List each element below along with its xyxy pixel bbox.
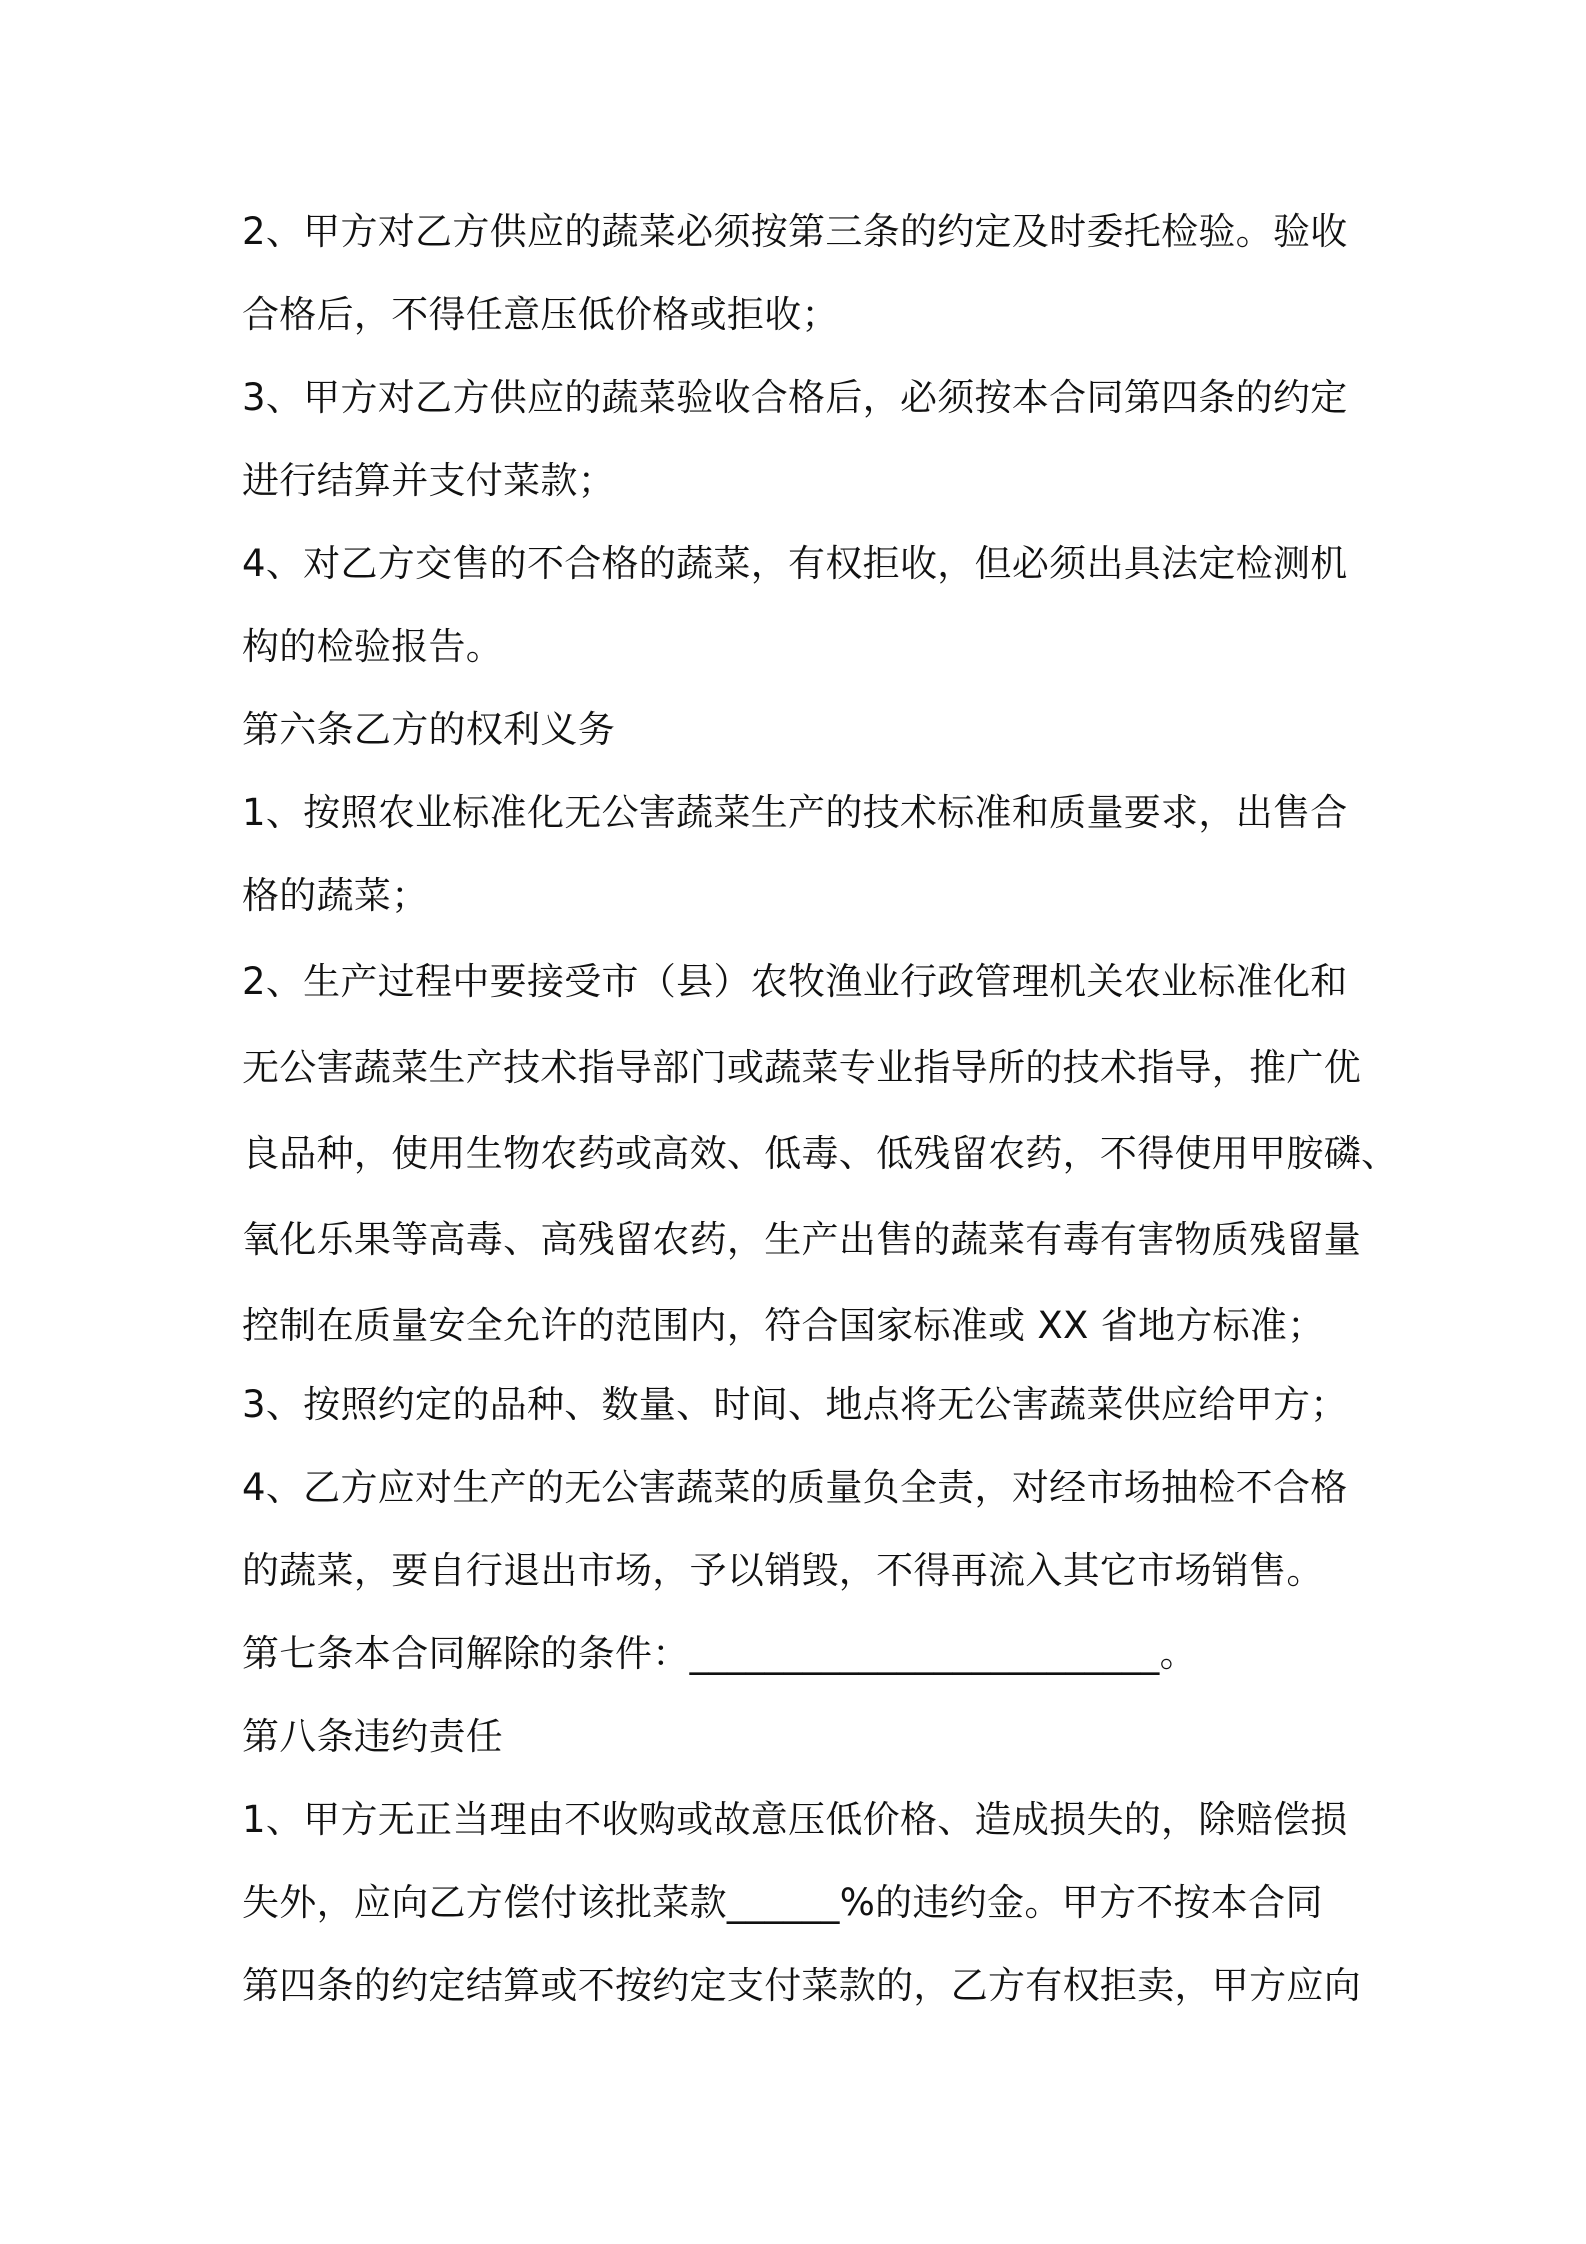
paragraph-line: 格的蔬菜； [242, 874, 429, 917]
paragraph-line: 4、对乙方交售的不合格的蔬菜，有权拒收，但必须出具法定检测机 [242, 542, 1348, 585]
paragraph-line: 的蔬菜，要自行退出市场，予以销毁，不得再流入其它市场销售。 [242, 1549, 1324, 1592]
section-heading: 第七条本合同解除的条件：_________________________。 [242, 1632, 1197, 1675]
paragraph-line: 良品种，使用生物农药或高效、低毒、低残留农药，不得使用甲胺磷、 [242, 1132, 1399, 1175]
paragraph-line: 控制在质量安全允许的范围内，符合国家标准或 XX 省地方标准； [242, 1304, 1325, 1347]
section-heading: 第八条违约责任 [242, 1715, 504, 1758]
paragraph-line: 进行结算并支付菜款； [242, 459, 615, 502]
paragraph-line: 2、生产过程中要接受市（县）农牧渔业行政管理机关农业标准化和 [242, 960, 1348, 1003]
paragraph-line: 3、甲方对乙方供应的蔬菜验收合格后，必须按本合同第四条的约定 [242, 376, 1348, 419]
paragraph-line: 构的检验报告。 [242, 625, 504, 668]
section-heading: 第六条乙方的权利义务 [242, 708, 615, 751]
paragraph-line: 第四条的约定结算或不按约定支付菜款的，乙方有权拒卖，甲方应向 [242, 1964, 1361, 2007]
paragraph-line: 无公害蔬菜生产技术指导部门或蔬菜专业指导所的技术指导，推广优 [242, 1046, 1361, 1089]
paragraph-line: 2、甲方对乙方供应的蔬菜必须按第三条的约定及时委托检验。验收 [242, 210, 1348, 253]
paragraph-line: 1、按照农业标准化无公害蔬菜生产的技术标准和质量要求，出售合 [242, 791, 1348, 834]
paragraph-line: 4、乙方应对生产的无公害蔬菜的质量负全责，对经市场抽检不合格 [242, 1466, 1348, 1509]
paragraph-line: 氧化乐果等高毒、高残留农药，生产出售的蔬菜有毒有害物质残留量 [242, 1218, 1361, 1261]
paragraph-line: 合格后，不得任意压低价格或拒收； [242, 293, 839, 336]
paragraph-line: 3、按照约定的品种、数量、时间、地点将无公害蔬菜供应给甲方； [242, 1383, 1348, 1426]
paragraph-line: 失外，应向乙方偿付该批菜款______%的违约金。甲方不按本合同 [242, 1881, 1323, 1924]
paragraph-line: 1、甲方无正当理由不收购或故意压低价格、造成损失的，除赔偿损 [242, 1798, 1348, 1841]
